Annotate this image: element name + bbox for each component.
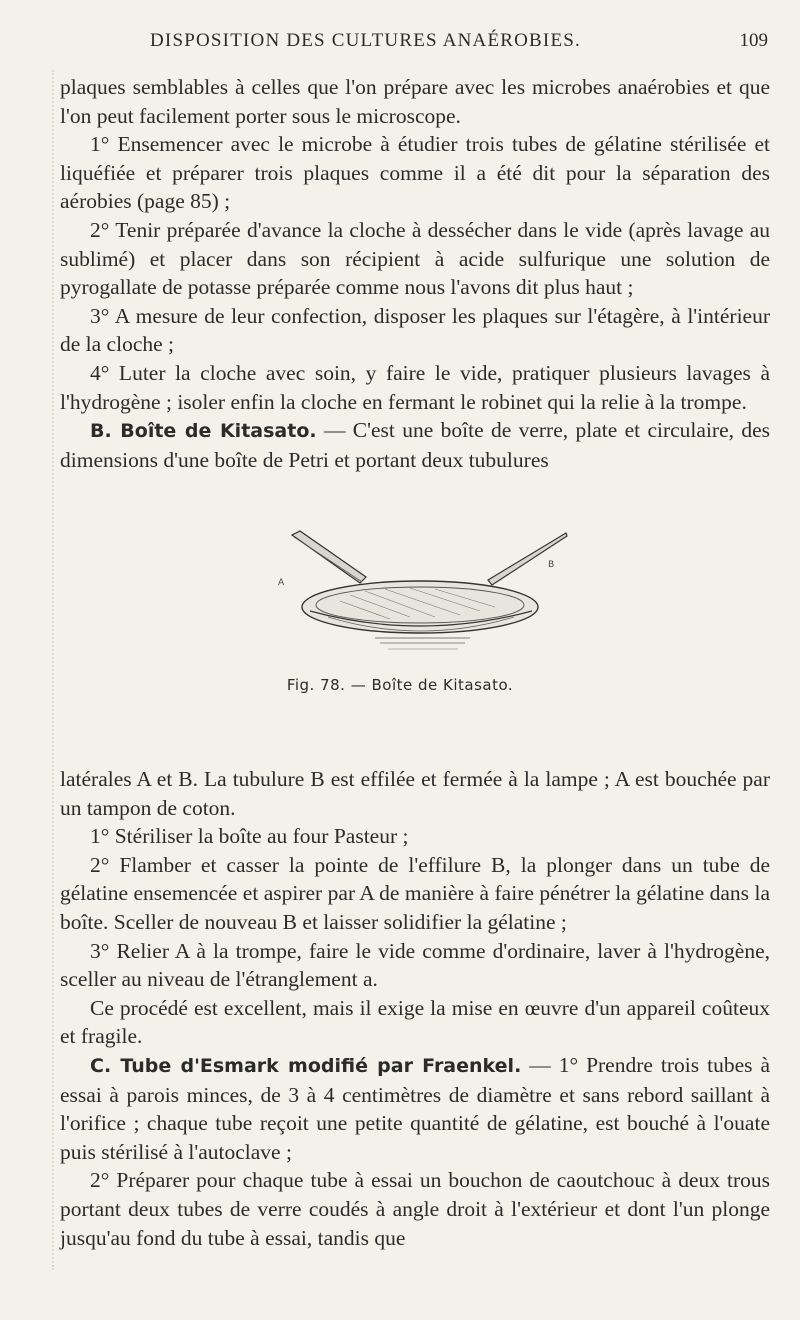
text-block-top [60, 73, 770, 474]
section-c-heading: C. Tube d'Esmark modifié par Fraenkel. [90, 1054, 522, 1077]
paragraph: 2° Flamber et casser la pointe de l'effilure B, la plonger dans un tube de gélatine ensemencée et aspirer par A de manière à faire pénétrer la gélatine dans la boîte. Sceller de nouveau B et laisser solidifier la gélatine ; [60, 852, 770, 934]
page-number: 109 [739, 30, 768, 51]
paragraph: 3° A mesure de leur confection, disposer les plaques sur l'étagère, à l'intérieur de la cloche ; [60, 303, 770, 357]
label-a: A [278, 578, 285, 588]
figure-caption: Fig. 78. — Boîte de Kitasato. [286, 676, 514, 694]
paragraph: 4° Luter la cloche avec soin, y faire le vide, pratiquer plusieurs lavages à l'hydrogène ; isoler enfin la cloche en fermant le robinet qui la relie à la trompe. [60, 360, 770, 414]
section-b-paragraph [60, 416, 770, 474]
paragraph: 3° Relier A à la trompe, faire le vide comme d'ordinaire, laver à l'hydrogène, sceller au niveau de l'étranglement a. [60, 938, 770, 992]
paragraph: 2° Tenir préparée d'avance la cloche à dessécher dans le vide (après lavage au sublimé) et placer dans son récipient à acide sulfurique une solution de pyrogallate de potasse préparée comme nous l'avons dit plus haut ; [60, 217, 770, 300]
kitasato-box-illustration [270, 525, 570, 660]
running-header [80, 30, 770, 60]
text-block-bottom [60, 765, 770, 1252]
paragraph: latérales A et B. La tubulure B est effilée et fermée à la lampe ; A est bouchée par un tampon de coton. [60, 767, 770, 820]
section-c-text: — 1° Prendre trois tubes à essai à parois minces, de 3 à 4 centimètres de diamètre et sans rebord saillant à l'orifice ; chaque tube reçoit une petite quantité de gélatine, est bouché à l'ouate puis stérilisé à l'autoclave ; [60, 1052, 771, 1164]
paragraph: 1° Stériliser la boîte au four Pasteur ; [90, 824, 409, 849]
paragraph: Ce procédé est excellent, mais il exige la mise en œuvre d'un appareil coûteux et fragile. [60, 995, 770, 1049]
section-b-heading: B. Boîte de Kitasato. [90, 420, 317, 443]
paragraph: 1° Ensemencer avec le microbe à étudier trois tubes de gélatine stérilisée et liquéfiée et préparer trois plaques comme il a été dit pour la séparation des aérobies (page 85) ; [60, 132, 770, 214]
paragraph: 2° Préparer pour chaque tube à essai un bouchon de caoutchouc à deux trous portant deux tubes de verre coudés à angle droit à l'extérieur et dont l'un plonge jusqu'au fond du tube à essai, tandis que [60, 1168, 770, 1250]
kitasato-box-figure [270, 525, 570, 660]
section-c-paragraph [60, 1051, 770, 1166]
section-b-text: — C'est une boîte de verre, plate et circulaire, des dimensions d'une boîte de Petri et portant deux tubulures [60, 418, 771, 472]
paragraph: plaques semblables à celles que l'on prépare avec les microbes anaérobies et que l'on peut facilement porter sous le microscope. [60, 75, 770, 128]
running-title: DISPOSITION DES CULTURES ANAÉROBIES. [150, 30, 581, 51]
label-b: B [548, 560, 555, 570]
